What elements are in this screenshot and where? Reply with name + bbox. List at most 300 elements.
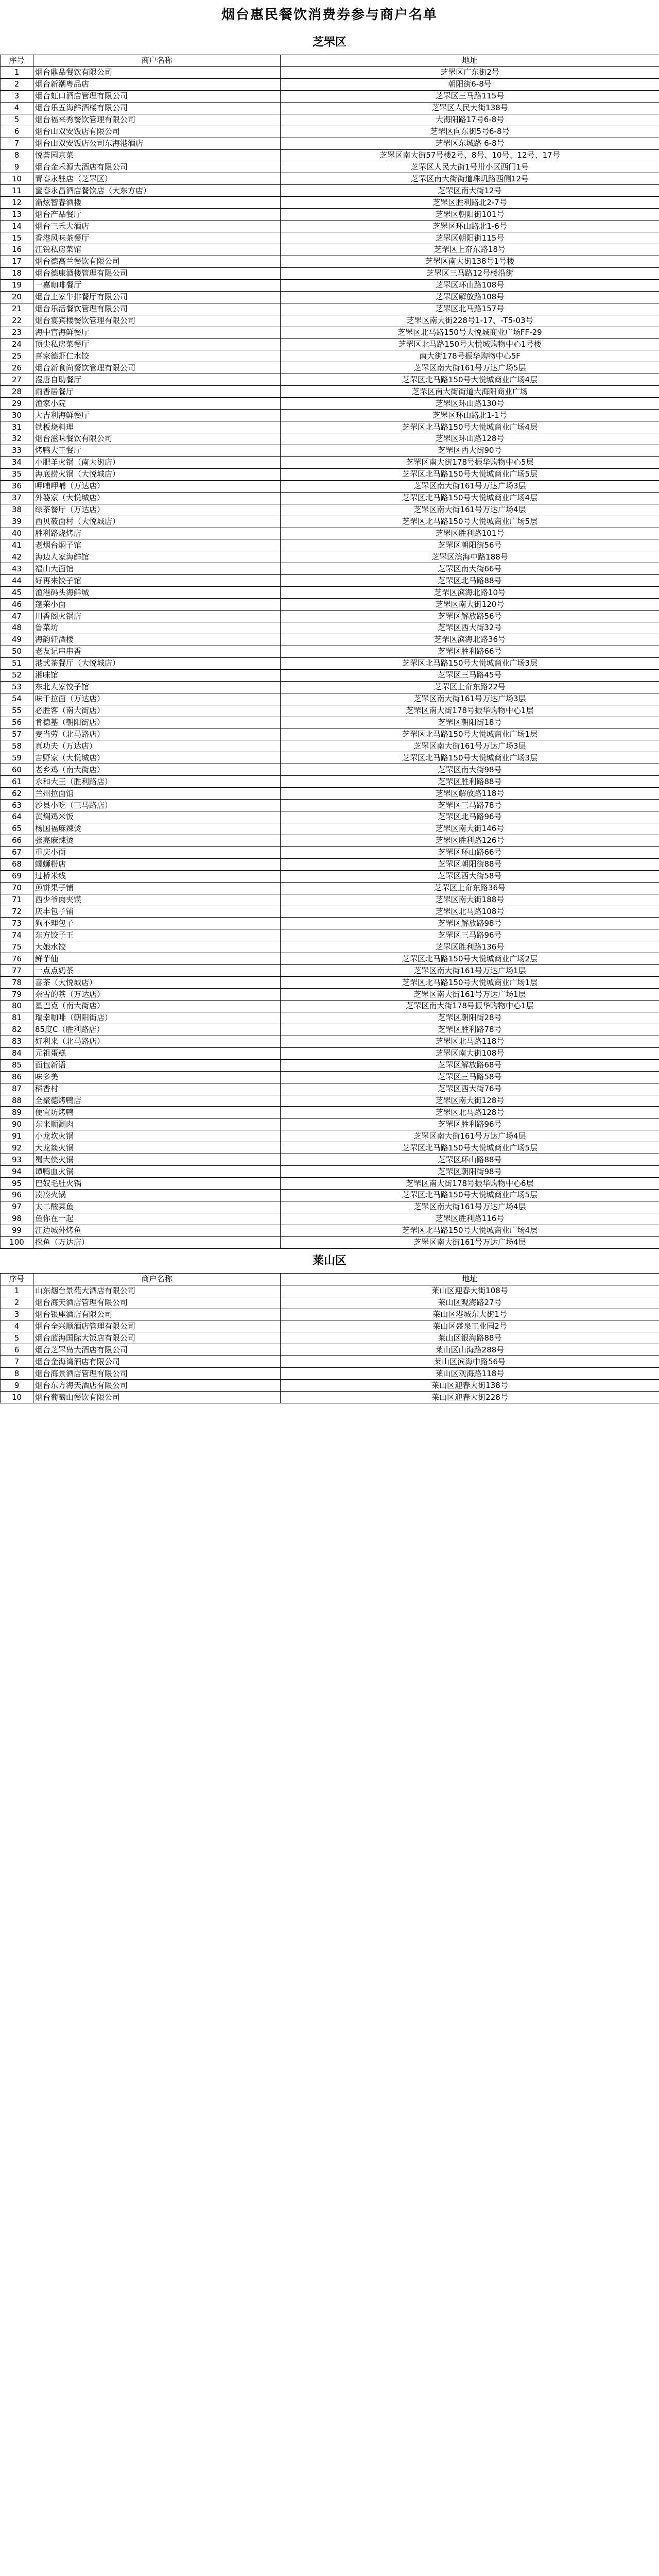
- merchant-address: 芝罘区朝阳街101号: [281, 209, 659, 221]
- row-number: 60: [1, 764, 33, 776]
- merchant-address: 芝罘区南大街228号1-17、-T5-03号: [281, 315, 659, 327]
- table-row: [1, 149, 659, 161]
- table-row: [1, 421, 659, 433]
- row-number: 3: [1, 90, 33, 102]
- merchant-name: 张亮麻辣烫: [33, 835, 281, 846]
- merchant-name: 蜜春永昌酒店餐饮店（大东方店）: [33, 185, 281, 197]
- merchant-address: 芝罘区南大街188号: [281, 894, 659, 906]
- merchant-name: 重庆小面: [33, 846, 281, 858]
- merchant-address: 芝罘区北马路150号大悦城商业广场5层: [281, 1190, 659, 1201]
- row-number: 87: [1, 1083, 33, 1095]
- section-title: 莱山区: [312, 1254, 346, 1267]
- merchant-name: 元祖蛋糕: [33, 1047, 281, 1059]
- merchant-address: 芝罘区南大街161号万达广场4层: [281, 1130, 659, 1142]
- row-number: 36: [1, 480, 33, 492]
- row-number: 20: [1, 291, 33, 303]
- merchant-name: 麦当劳（北马路店）: [33, 728, 281, 740]
- row-number: 34: [1, 456, 33, 468]
- row-number: 93: [1, 1154, 33, 1166]
- merchant-address: 芝罘区解放路108号: [281, 291, 659, 303]
- merchant-address: 芝罘区南大街138号1号楼: [281, 256, 659, 267]
- merchant-address: 芝罘区南大街161号万达广场1层: [281, 965, 659, 977]
- row-number: 33: [1, 445, 33, 456]
- row-number: 83: [1, 1036, 33, 1047]
- table-row: [1, 66, 659, 78]
- table-row: [1, 764, 659, 776]
- table-row: [1, 338, 659, 350]
- merchant-address: 芝罘区南大街街道大海阳商业广场: [281, 386, 659, 398]
- row-number: 82: [1, 1024, 33, 1036]
- row-number: 32: [1, 433, 33, 445]
- merchant-address: 芝罘区北马路150号大悦城商业广场2层: [281, 953, 659, 965]
- row-number: 13: [1, 209, 33, 221]
- row-number: 51: [1, 657, 33, 669]
- table-row: [1, 1285, 659, 1297]
- row-number: 10: [1, 173, 33, 185]
- row-number: 84: [1, 1047, 33, 1059]
- merchant-address: 芝罘区南大街161号万达广场3层: [281, 693, 659, 705]
- merchant-address: 芝罘区北马路128号: [281, 1107, 659, 1118]
- row-number: 74: [1, 929, 33, 941]
- merchant-address: 芝罘区朝阳街18号: [281, 717, 659, 728]
- row-number: 64: [1, 811, 33, 823]
- table-row: [1, 752, 659, 764]
- row-number: 11: [1, 185, 33, 197]
- table-row: [1, 1012, 659, 1024]
- merchant-name: 蜀大侠火锅: [33, 1154, 281, 1166]
- merchant-address: 莱山区迎春大街138号: [281, 1380, 659, 1392]
- table-row: [1, 1332, 659, 1344]
- merchant-address: 芝罘区人民大街138号: [281, 102, 659, 114]
- merchant-address: 芝罘区南大街161号万达广场1层: [281, 989, 659, 1001]
- row-number: 58: [1, 740, 33, 752]
- merchant-name: 外婆家（大悦城店）: [33, 492, 281, 504]
- table-row: [1, 1166, 659, 1178]
- table-row: [1, 906, 659, 918]
- merchant-address: 芝罘区北马路150号大悦城商业广场3层: [281, 752, 659, 764]
- row-number: 76: [1, 953, 33, 965]
- merchant-address: 芝罘区北马路150号大悦城商业广场4层: [281, 374, 659, 386]
- row-number: 15: [1, 232, 33, 244]
- row-number: 40: [1, 528, 33, 539]
- row-number: 96: [1, 1190, 33, 1201]
- row-number: 6: [1, 1344, 33, 1356]
- table-row: [1, 941, 659, 953]
- merchant-address: 芝罘区解放路98号: [281, 918, 659, 929]
- row-number: 65: [1, 823, 33, 835]
- merchant-name: 老友记串串香: [33, 646, 281, 657]
- row-number: 6: [1, 126, 33, 138]
- merchant-name: 味多美: [33, 1071, 281, 1083]
- table-row: [1, 492, 659, 504]
- merchant-address: 芝罘区南大街108号: [281, 1047, 659, 1059]
- column-header-number: 序号: [1, 55, 33, 67]
- row-number: 7: [1, 1356, 33, 1368]
- table-row: [1, 386, 659, 398]
- row-number: 28: [1, 386, 33, 398]
- table-row: [1, 1344, 659, 1356]
- table-row: [1, 1320, 659, 1332]
- row-number: 48: [1, 622, 33, 634]
- row-number: 55: [1, 705, 33, 717]
- merchant-name: 山东烟台景苑大酒店有限公司: [33, 1285, 281, 1297]
- merchant-name: 狗不理包子: [33, 918, 281, 929]
- table-row: [1, 657, 659, 669]
- merchant-name: 烟台山双安饭店公司东海港酒店: [33, 138, 281, 149]
- table-row: [1, 646, 659, 657]
- merchant-name: 漫唐自助餐厅: [33, 374, 281, 386]
- table-row: [1, 929, 659, 941]
- table-row: [1, 279, 659, 291]
- merchant-name: 绿茶餐厅（万达店）: [33, 504, 281, 516]
- merchant-address: 芝罘区环山路66号: [281, 846, 659, 858]
- merchant-address: 莱山区观海路27号: [281, 1297, 659, 1309]
- row-number: 53: [1, 681, 33, 693]
- merchant-address: 南大街178号振华购物中心5F: [281, 350, 659, 362]
- merchant-table: [0, 55, 659, 1249]
- merchant-name: 烟台海景酒店管理有限公司: [33, 1368, 281, 1380]
- merchant-address: 芝罘区西大街90号: [281, 445, 659, 456]
- table-row: [1, 90, 659, 102]
- table-row: [1, 362, 659, 374]
- merchant-address: 芝罘区环山路128号: [281, 433, 659, 445]
- merchant-name: 烟台新食尚餐饮管理有限公司: [33, 362, 281, 374]
- table-row: [1, 1095, 659, 1107]
- row-number: 3: [1, 1309, 33, 1320]
- merchant-name: 必胜客（南大街店）: [33, 705, 281, 717]
- table-row: [1, 599, 659, 611]
- merchant-name: 东北人家饺子馆: [33, 681, 281, 693]
- merchant-name: 探鱼（万达店）: [33, 1236, 281, 1248]
- merchant-address: 芝罘区西大街58号: [281, 870, 659, 882]
- table-row: [1, 114, 659, 126]
- table-header-row: [1, 55, 659, 67]
- table-row: [1, 953, 659, 965]
- merchant-address: 芝罘区胜利路116号: [281, 1213, 659, 1225]
- merchant-name: 85度C（胜利路店）: [33, 1024, 281, 1036]
- merchant-name: 稻香村: [33, 1083, 281, 1095]
- row-number: 57: [1, 728, 33, 740]
- merchant-address: 芝罘区北马路150号大悦城商业广场4层: [281, 492, 659, 504]
- merchant-name: 悦荟园京菜: [33, 149, 281, 161]
- merchant-name: 兰州拉面馆: [33, 788, 281, 800]
- table-row: [1, 634, 659, 646]
- merchant-name: 小肥羊火锅（南大街店）: [33, 456, 281, 468]
- table-row: [1, 611, 659, 622]
- merchant-name: 过桥米线: [33, 870, 281, 882]
- table-row: [1, 823, 659, 835]
- row-number: 98: [1, 1213, 33, 1225]
- table-row: [1, 1178, 659, 1190]
- merchant-name: 烟台乐活餐饮管理有限公司: [33, 303, 281, 315]
- table-row: [1, 1356, 659, 1368]
- merchant-address: 芝罘区胜利路北2-7号: [281, 197, 659, 209]
- merchant-name: 鲁菜坊: [33, 622, 281, 634]
- row-number: 5: [1, 1332, 33, 1344]
- merchant-address: 芝罘区胜利路88号: [281, 776, 659, 788]
- table-row: [1, 516, 659, 528]
- table-row: [1, 1213, 659, 1225]
- table-row: [1, 575, 659, 587]
- merchant-name: 谭鸭血火锅: [33, 1166, 281, 1178]
- merchant-address: 芝罘区南大街57号楼2号、8号、10号、12号、17号: [281, 149, 659, 161]
- table-row: [1, 563, 659, 575]
- row-number: 100: [1, 1236, 33, 1248]
- merchant-address: 芝罘区胜利路66号: [281, 646, 659, 657]
- row-number: 19: [1, 279, 33, 291]
- table-row: [1, 445, 659, 456]
- table-row: [1, 78, 659, 90]
- merchant-name: 烟台金禾源大酒店有限公司: [33, 161, 281, 173]
- merchant-address: 芝罘区人民大街1号卅小区西门1号: [281, 161, 659, 173]
- merchant-name: 海中宫海鲜餐厅: [33, 327, 281, 338]
- document-title: 烟台惠民餐饮消费券参与商户名单: [221, 7, 438, 23]
- table-row: [1, 622, 659, 634]
- table-row: [1, 728, 659, 740]
- merchant-address: 芝罘区南大街161号万达广场3层: [281, 740, 659, 752]
- merchant-address: 莱山区观海路118号: [281, 1368, 659, 1380]
- table-row: [1, 551, 659, 563]
- row-number: 45: [1, 587, 33, 599]
- row-number: 1: [1, 1285, 33, 1297]
- row-number: 43: [1, 563, 33, 575]
- merchant-name: 福山大面馆: [33, 563, 281, 575]
- table-row: [1, 480, 659, 492]
- merchant-name: 烟台海天酒店管理有限公司: [33, 1297, 281, 1309]
- row-number: 62: [1, 788, 33, 800]
- merchant-name: 奈雪的茶（万达店）: [33, 989, 281, 1001]
- row-number: 61: [1, 776, 33, 788]
- row-number: 90: [1, 1118, 33, 1130]
- row-number: 86: [1, 1071, 33, 1083]
- row-number: 70: [1, 882, 33, 894]
- row-number: 95: [1, 1178, 33, 1190]
- merchant-name: 大龙燚火锅: [33, 1142, 281, 1154]
- merchant-address: 芝罘区朝阳街88号: [281, 858, 659, 870]
- merchant-name: 喜茶（大悦城店）: [33, 977, 281, 989]
- merchant-name: 港式茶餐厅（大悦城店）: [33, 657, 281, 669]
- merchant-address: 芝罘区胜利路101号: [281, 528, 659, 539]
- row-number: 56: [1, 717, 33, 728]
- merchant-address: 芝罘区解放路118号: [281, 788, 659, 800]
- merchant-name: 小龙坎火锅: [33, 1130, 281, 1142]
- merchant-address: 芝罘区北马路150号大悦城商业广场3层: [281, 657, 659, 669]
- merchant-address: 大海阳路17号6-8号: [281, 114, 659, 126]
- table-row: [1, 965, 659, 977]
- merchant-name: 海边人家海鲜馆: [33, 551, 281, 563]
- row-number: 77: [1, 965, 33, 977]
- table-row: [1, 1309, 659, 1320]
- row-number: 66: [1, 835, 33, 846]
- merchant-name: 瑞幸咖啡（朝阳街店）: [33, 1012, 281, 1024]
- row-number: 9: [1, 161, 33, 173]
- table-row: [1, 587, 659, 599]
- merchant-address: 芝罘区南大街12号: [281, 185, 659, 197]
- row-number: 59: [1, 752, 33, 764]
- table-row: [1, 350, 659, 362]
- row-number: 10: [1, 1392, 33, 1403]
- table-row: [1, 138, 659, 149]
- merchant-name: 烟台新潮粤品店: [33, 78, 281, 90]
- merchant-address: 芝罘区三马路45号: [281, 669, 659, 681]
- merchant-address: 芝罘区北马路118号: [281, 1036, 659, 1047]
- table-row: [1, 161, 659, 173]
- merchant-name: 烟台乐五海鲜酒楼有限公司: [33, 102, 281, 114]
- merchant-name: 吉野家（大悦城店）: [33, 752, 281, 764]
- merchant-address: 芝罘区滨海北路36号: [281, 634, 659, 646]
- table-row: [1, 1118, 659, 1130]
- row-number: 68: [1, 858, 33, 870]
- row-number: 69: [1, 870, 33, 882]
- merchant-name: 大吉利海鲜餐厅: [33, 410, 281, 421]
- merchant-name: 烟台蓝海国际大饭店有限公司: [33, 1332, 281, 1344]
- column-header-address: 地址: [281, 1273, 659, 1285]
- table-row: [1, 1083, 659, 1095]
- merchant-table: [0, 1273, 659, 1403]
- table-row: [1, 374, 659, 386]
- row-number: 92: [1, 1142, 33, 1154]
- merchant-address: 莱山区滨海中路56号: [281, 1356, 659, 1368]
- row-number: 99: [1, 1225, 33, 1236]
- merchant-address: 莱山区迎春大街228号: [281, 1392, 659, 1403]
- merchant-name: 西少爷肉夹馍: [33, 894, 281, 906]
- merchant-address: 芝罘区南大街街道珠玑路西侧12号: [281, 173, 659, 185]
- merchant-address: 芝罘区南大街161号万达广场5层: [281, 362, 659, 374]
- table-row: [1, 173, 659, 185]
- table-row: [1, 1142, 659, 1154]
- table-row: [1, 468, 659, 480]
- table-row: [1, 1059, 659, 1071]
- row-number: 37: [1, 492, 33, 504]
- table-row: [1, 977, 659, 989]
- table-row: [1, 267, 659, 279]
- table-row: [1, 1368, 659, 1380]
- table-row: [1, 882, 659, 894]
- merchant-name: 烟台鼎品餐饮有限公司: [33, 66, 281, 78]
- table-row: [1, 669, 659, 681]
- merchant-address: 芝罘区解放路56号: [281, 611, 659, 622]
- merchant-name: 铁板烧料理: [33, 421, 281, 433]
- table-row: [1, 1001, 659, 1012]
- merchant-name: 好利来（北马路店）: [33, 1036, 281, 1047]
- row-number: 5: [1, 114, 33, 126]
- merchant-name: 烟台葡萄山餐饮有限公司: [33, 1392, 281, 1403]
- merchant-address: 芝罘区南大街178号振华购物中心5层: [281, 456, 659, 468]
- merchant-address: 芝罘区北马路150号大悦城商业广场5层: [281, 516, 659, 528]
- table-row: [1, 858, 659, 870]
- merchant-name: 面包新语: [33, 1059, 281, 1071]
- row-number: 94: [1, 1166, 33, 1178]
- column-header-merchant: 商户名称: [33, 1273, 281, 1285]
- merchant-address: 芝罘区南大街161号万达广场4层: [281, 1201, 659, 1213]
- row-number: 12: [1, 197, 33, 209]
- table-row: [1, 800, 659, 811]
- row-number: 24: [1, 338, 33, 350]
- merchant-name: 烟台德高兰餐饮有限公司: [33, 256, 281, 267]
- table-row: [1, 232, 659, 244]
- merchant-name: 渐炫智春酒楼: [33, 197, 281, 209]
- merchant-name: 海底捞火锅（大悦城店）: [33, 468, 281, 480]
- row-number: 52: [1, 669, 33, 681]
- column-header-number: 序号: [1, 1273, 33, 1285]
- merchant-address: 芝罘区北马路150号大悦城商业广场4层: [281, 1225, 659, 1236]
- table-row: [1, 1036, 659, 1047]
- merchant-name: 星巴克（南大街店）: [33, 1001, 281, 1012]
- table-row: [1, 835, 659, 846]
- merchant-address: 芝罘区三马路58号: [281, 1071, 659, 1083]
- row-number: 4: [1, 1320, 33, 1332]
- merchant-name: 一嘉咖啡餐厅: [33, 279, 281, 291]
- row-number: 21: [1, 303, 33, 315]
- table-row: [1, 327, 659, 338]
- row-number: 88: [1, 1095, 33, 1107]
- merchant-name: 烟台福来秀餐饮管理有限公司: [33, 114, 281, 126]
- column-header-merchant: 商户名称: [33, 55, 281, 67]
- row-number: 72: [1, 906, 33, 918]
- table-row: [1, 398, 659, 410]
- merchant-address: 芝罘区北马路150号大悦城商业广场FF-29: [281, 327, 659, 338]
- merchant-name: 烟台三禾大酒店: [33, 221, 281, 232]
- merchant-name: 味千拉面（万达店）: [33, 693, 281, 705]
- table-row: [1, 788, 659, 800]
- merchant-address: 芝罘区胜利路136号: [281, 941, 659, 953]
- merchant-address: 芝罘区三马路12号楼沿街: [281, 267, 659, 279]
- table-row: [1, 894, 659, 906]
- table-row: [1, 811, 659, 823]
- merchant-name: 烟台东方海天酒店有限公司: [33, 1380, 281, 1392]
- merchant-name: 巴奴毛肚火锅: [33, 1178, 281, 1190]
- merchant-name: 烟台滋味餐饮有限公司: [33, 433, 281, 445]
- merchant-name: 烟台金海湾酒店有限公司: [33, 1356, 281, 1368]
- table-row: [1, 221, 659, 232]
- table-row: [1, 705, 659, 717]
- merchant-name: 烟台虹口酒店管理有限公司: [33, 90, 281, 102]
- table-header-row: [1, 1273, 659, 1285]
- row-number: 26: [1, 362, 33, 374]
- row-number: 8: [1, 149, 33, 161]
- table-row: [1, 1201, 659, 1213]
- row-number: 85: [1, 1059, 33, 1071]
- merchant-address: 芝罘区滨海北路10号: [281, 587, 659, 599]
- table-row: [1, 1047, 659, 1059]
- merchant-address: 芝罘区解放路68号: [281, 1059, 659, 1071]
- merchant-address: 莱山区银海路88号: [281, 1332, 659, 1344]
- merchant-name: 烟台产品餐厅: [33, 209, 281, 221]
- table-row: [1, 870, 659, 882]
- row-number: 38: [1, 504, 33, 516]
- row-number: 50: [1, 646, 33, 657]
- sections-container: [0, 30, 659, 1403]
- row-number: 9: [1, 1380, 33, 1392]
- merchant-address: 芝罘区北马路150号大悦城商业广场5层: [281, 1142, 659, 1154]
- table-row: [1, 185, 659, 197]
- merchant-name: 烟台山双安饭店有限公司: [33, 126, 281, 138]
- table-row: [1, 315, 659, 327]
- row-number: 39: [1, 516, 33, 528]
- merchant-address: 朝阳街6-8号: [281, 78, 659, 90]
- merchant-address: 芝罘区朝阳街56号: [281, 539, 659, 551]
- merchant-name: 江锐私房菜馆: [33, 244, 281, 256]
- merchant-name: 沙县小吃（三马路店）: [33, 800, 281, 811]
- merchant-name: 老烟台焖子馆: [33, 539, 281, 551]
- merchant-name: 香港风味茶餐厅: [33, 232, 281, 244]
- merchant-address: 芝罘区朝阳街28号: [281, 1012, 659, 1024]
- merchant-name: 东方饺子王: [33, 929, 281, 941]
- table-row: [1, 918, 659, 929]
- row-number: 41: [1, 539, 33, 551]
- row-number: 97: [1, 1201, 33, 1213]
- merchant-address: 芝罘区胜利路126号: [281, 835, 659, 846]
